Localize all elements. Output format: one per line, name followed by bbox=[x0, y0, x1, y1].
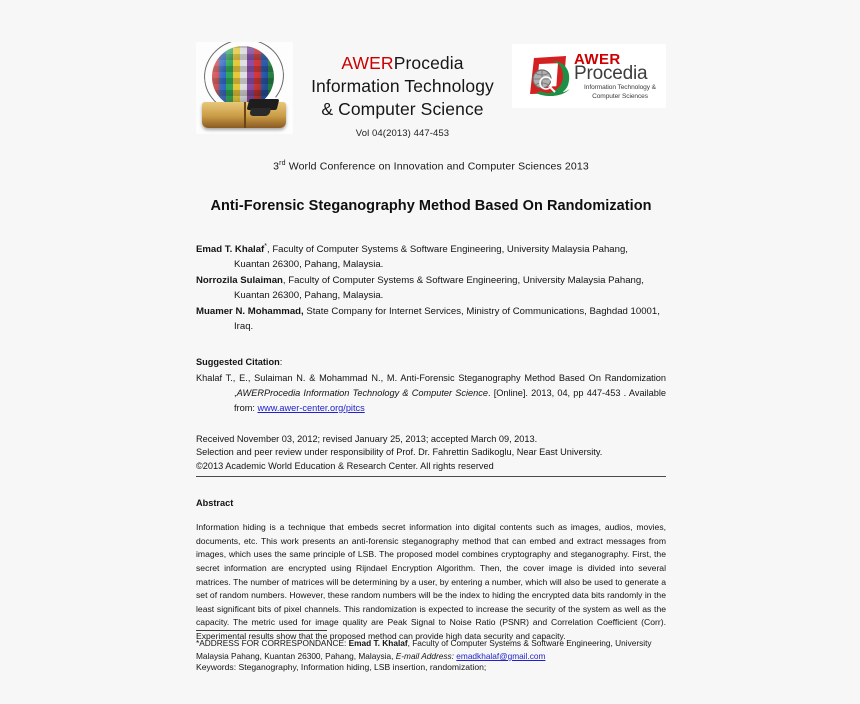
footnote-email-label: E-mail Address: bbox=[395, 651, 454, 661]
author-affiliation: State Company for Internet Services, Ministry of Communications, Baghdad 10001, Iraq. bbox=[234, 305, 660, 333]
abstract-heading: Abstract bbox=[196, 498, 234, 509]
author-name: Muamer N. Mohammad, bbox=[196, 305, 304, 317]
awer-procedia-logo bbox=[512, 44, 666, 108]
footnote-email-link[interactable]: emadkhalaf@gmail.com bbox=[456, 651, 546, 661]
received-info bbox=[196, 433, 666, 474]
journal-title-block bbox=[293, 42, 512, 139]
awer-logo-subtitle-2: Computer Sciences bbox=[592, 92, 648, 100]
suggested-citation-label: Suggested Citation bbox=[196, 356, 280, 367]
journal-title-line-2: Information Technology bbox=[311, 76, 494, 96]
conference-ordinal-number: 3 bbox=[273, 160, 280, 173]
abstract-text: Information hiding is a technique that embeds secret information into digital contents such as images, audios, movies, documents, etc. This work presents an anti-forensic steganography method that can embed and extract messages from images, which uses the same principle of LSB. The proposed model combines cryptography and steganography. First, the secret information are encrypted using Rijndael Encryption Algorithm. Then, the cover image is divided into several matrices. The number of matrices will be determining by a user, by entering a number, which will also be used to generate a set of random numbers. However, these random numbers will be the index to hiding the encrypted data bits randomly in the least significant bits of pixel channels. This randomization is expected to increase the security of the system as well as the capacity. The metric used for image quality are Peak Signal to Noise Ratio (PSNR) and Correlation Coefficient (Corr). Experimental results show that the proposed method can provide high data security and capacity. bbox=[196, 522, 666, 641]
author-affiliation: , Faculty of Computer Systems & Software Engineering, University Malaysia Pahang, Kuantan 26300, Pahang, Malaysia. bbox=[234, 274, 644, 302]
awer-square-globe-icon bbox=[522, 53, 578, 99]
author-list bbox=[196, 239, 666, 335]
author-affiliation: , Faculty of Computer Systems & Software Engineering, University Malaysia Pahang, Kuantan 26300, Pahang, Malaysia. bbox=[234, 243, 628, 271]
author-correspondence-marker: * bbox=[264, 242, 267, 250]
correspondence-footnote bbox=[196, 630, 666, 663]
awer-logo-subtitle-1: Information Technology & bbox=[584, 84, 656, 91]
awer-logo-title-top: AWER bbox=[574, 51, 621, 68]
masthead bbox=[196, 0, 666, 139]
journal-title-line-3: & Computer Science bbox=[321, 99, 484, 119]
document-content bbox=[196, 0, 666, 674]
copyright-statement: ©2013 Academic World Education & Research Center. All rights reserved bbox=[196, 460, 494, 471]
received-dates: Received November 03, 2012; revised January 25, 2013; accepted March 09, 2013. bbox=[196, 433, 538, 444]
conference-ordinal-suffix: rd bbox=[279, 160, 286, 167]
keywords-line: Keywords: Steganography, Information hiding, LSB insertion, randomization; bbox=[196, 661, 487, 672]
suggested-citation-colon: : bbox=[279, 356, 283, 367]
graduation-cap-icon bbox=[247, 99, 280, 110]
citation-main-text: Khalaf T., E., Sulaiman N. & Mohammad N., M. Anti-Forensic Steganography Method Based On Randomization , bbox=[196, 372, 666, 398]
author-entry bbox=[196, 304, 666, 335]
citation-url-link[interactable]: www.awer-center.org/pitcs bbox=[257, 402, 365, 413]
section-divider bbox=[196, 476, 666, 477]
conference-line bbox=[196, 160, 666, 173]
citation-tail-text: . [Online]. 2013, 04, pp 447-453 . Available from: bbox=[234, 387, 667, 413]
author-entry bbox=[196, 239, 666, 273]
conference-text: World Conference on Innovation and Computer Sciences 2013 bbox=[285, 160, 589, 173]
footnote-label: *ADDRESS FOR CORRESPONDANCE: bbox=[196, 638, 347, 648]
academic-world-education-research-center-logo bbox=[196, 42, 293, 134]
awer-logo-text bbox=[574, 52, 666, 100]
author-name: Emad T. Khalaf bbox=[196, 243, 265, 255]
page-title: Anti-Forensic Steganography Method Based On Randomization bbox=[210, 197, 652, 214]
footnote-affiliation: , Faculty of Computer Systems & Software Engineering, University Malaysia Pahang, Kuantan 26300, Pahang, Malaysia, bbox=[196, 638, 652, 661]
author-name: Norrozila Sulaiman bbox=[196, 274, 283, 286]
footnote-text bbox=[196, 637, 666, 663]
journal-title-accent: AWER bbox=[341, 53, 394, 73]
journal-volume-line: Vol 04(2013) 447-453 bbox=[355, 128, 450, 139]
footnote-divider bbox=[196, 630, 327, 631]
footnote-author-name: Emad T. Khalaf bbox=[348, 638, 408, 648]
suggested-citation-heading bbox=[196, 357, 666, 367]
citation-journal-name: AWERProcedia Information Technology & Computer Science bbox=[236, 387, 488, 398]
journal-title-line-1 bbox=[293, 52, 512, 75]
suggested-citation-text bbox=[196, 371, 666, 416]
author-entry bbox=[196, 273, 666, 304]
awer-logo-title-main: Procedia bbox=[574, 63, 648, 84]
journal-title-rest: Procedia bbox=[393, 53, 464, 73]
peer-review-statement: Selection and peer review under responsibility of Prof. Dr. Fahrettin Sadikoglu, Near East University. bbox=[196, 447, 603, 458]
